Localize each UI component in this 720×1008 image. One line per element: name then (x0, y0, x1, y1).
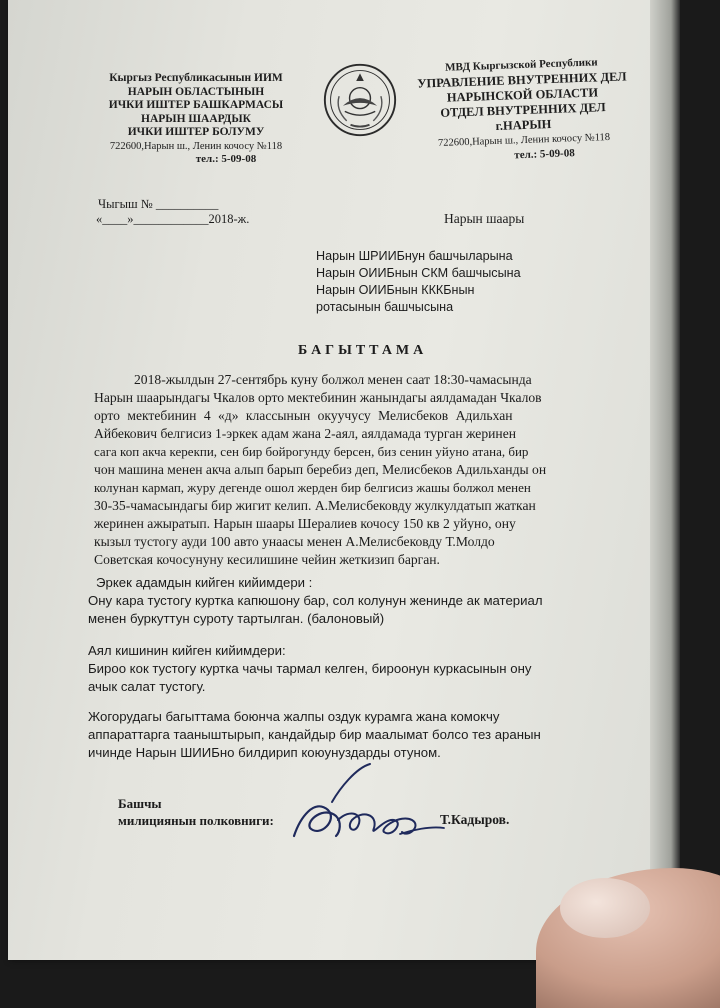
header-right-russian (416, 54, 630, 166)
body-line: Советская кочосунуну кесилишине чейин жеткизип барган. (94, 552, 440, 567)
body-line: орто мектебинин 4 «д» классынын окуучусу Мелисбеков Адильхан (94, 408, 513, 423)
addressee: Нарын ОИИБнын КККБнын (316, 283, 475, 297)
header-left-line: ИЧКИ ИШТЕР БОЛУМУ (127, 126, 265, 138)
header-left-phone: тел.: 5-09-08 (195, 153, 257, 165)
paper-edge (650, 0, 680, 960)
male-clothing-heading: Эркек адамдын кийген кийимдери : (96, 575, 313, 590)
thumbnail-nail (560, 878, 650, 938)
header-right-line: ОТДЕЛ ВНУТРЕННИХ ДЕЛ (440, 100, 606, 120)
closing-line: аппараттарга тааныштырып, кандайдыр бир маалымат болсо тез аранын (88, 727, 541, 742)
document-page (8, 0, 662, 960)
header-right-line: г.НАРЫН (495, 117, 552, 133)
handwritten-signature (280, 758, 450, 858)
header-left-line: НАРЫН ОБЛАСТЫНЫН (127, 85, 265, 98)
signoff-name: Т.Кадыров. (440, 812, 510, 827)
closing-line: Жогорудагы багыттама боюнча жалпы оздук курамга жана комокчу (88, 709, 500, 724)
signoff-position-line1: Башчы (118, 796, 162, 811)
closing-line: ичинде Нарын ШИИБно билдирип коюунуздарды отуном. (88, 745, 441, 760)
body-line: чон машина менен акча алып барып беребиз деп, Мелисбеков Адильханды он (94, 462, 547, 477)
female-clothing-line: ачык салат тустогу. (88, 679, 206, 694)
body-line: Айбекович белгисиз 1-эркек адам жана 2-аял, аялдамада турган жеринен (94, 426, 516, 441)
body-line: кызыл тустогу ауди 100 авто унаасы менен А.Мелисбековду Т.Молдо (94, 534, 495, 549)
addressee: ротасынын башчысына (316, 300, 454, 314)
body-line: колунан кармап, журу дегенде ошол жерден бир белгисиз жашы болжол менен (94, 480, 531, 495)
header-left-line: ИЧКИ ИШТЕР БАШКАРМАСЫ (108, 99, 284, 111)
header-left-kyrgyz (96, 72, 296, 167)
header-right-line: НАРЫНСКОЙ ОБЛАСТИ (446, 85, 599, 105)
body-line: сага коп акча керекпи, сен бир бойрогунду берсен, биз сенин уйуно атана, бир (94, 444, 529, 459)
header-right-phone: тел.: 5-09-08 (514, 147, 575, 162)
header-right-line: УПРАВЛЕНИЕ ВНУТРЕННИХ ДЕЛ (417, 69, 627, 91)
female-clothing-line: Бироо кок тустогу куртка чачы тармал келген, бироонун куркасынын ону (88, 661, 532, 676)
signoff-position-line2: милициянын полковниги: (118, 813, 274, 828)
addressee: Нарын ОИИБнын СКМ башчысына (316, 266, 521, 280)
addressee: Нарын ШРИИБнун башчыларына (316, 249, 513, 263)
header-right-line: МВД Кыргызской Республики (444, 56, 598, 74)
male-clothing-line: Ону кара тустогу куртка капюшону бар, сол колунун женинде ак материал (88, 593, 543, 608)
kyrgyz-state-emblem-icon (322, 62, 398, 138)
city: Нарын шаары (444, 211, 525, 226)
body-line: 2018-жылдын 27-сентябрь куну болжол менен саат 18:30-чамасында (134, 372, 532, 387)
body-line: 30-35-чамасындагы бир жигит келип. А.Мелисбековду жулкулдатып жаткан (94, 498, 536, 513)
male-clothing-line: менен буркуттун суроту тартылган. (балоновый) (88, 611, 385, 626)
body-line: Нарын шаарындагы Чкалов орто мектебинин жанындагы аялдамадан Чкалов (94, 390, 542, 405)
body-line: жеринен ажыратып. Нарын шаары Шералиев кочосу 150 кв 2 уйуно, ону (94, 516, 516, 531)
document-title: БАГЫТТАМА (298, 343, 428, 358)
header-left-address: 722600,Нарын ш., Ленин кочосу №118 (109, 140, 283, 152)
outgoing-date: «____»____________2018-ж. (96, 212, 250, 226)
header-left-line: НАРЫН ШААРДЫК (141, 112, 251, 125)
female-clothing-heading: Аял кишинин кийген кийимдери: (88, 643, 286, 658)
outgoing-number: Чыгыш № __________ (98, 197, 219, 211)
header-left-line: Кыргыз Республикасынын ИИМ (109, 72, 283, 84)
header-right-address: 722600,Нарын ш., Ленин кочосу №118 (437, 131, 611, 149)
